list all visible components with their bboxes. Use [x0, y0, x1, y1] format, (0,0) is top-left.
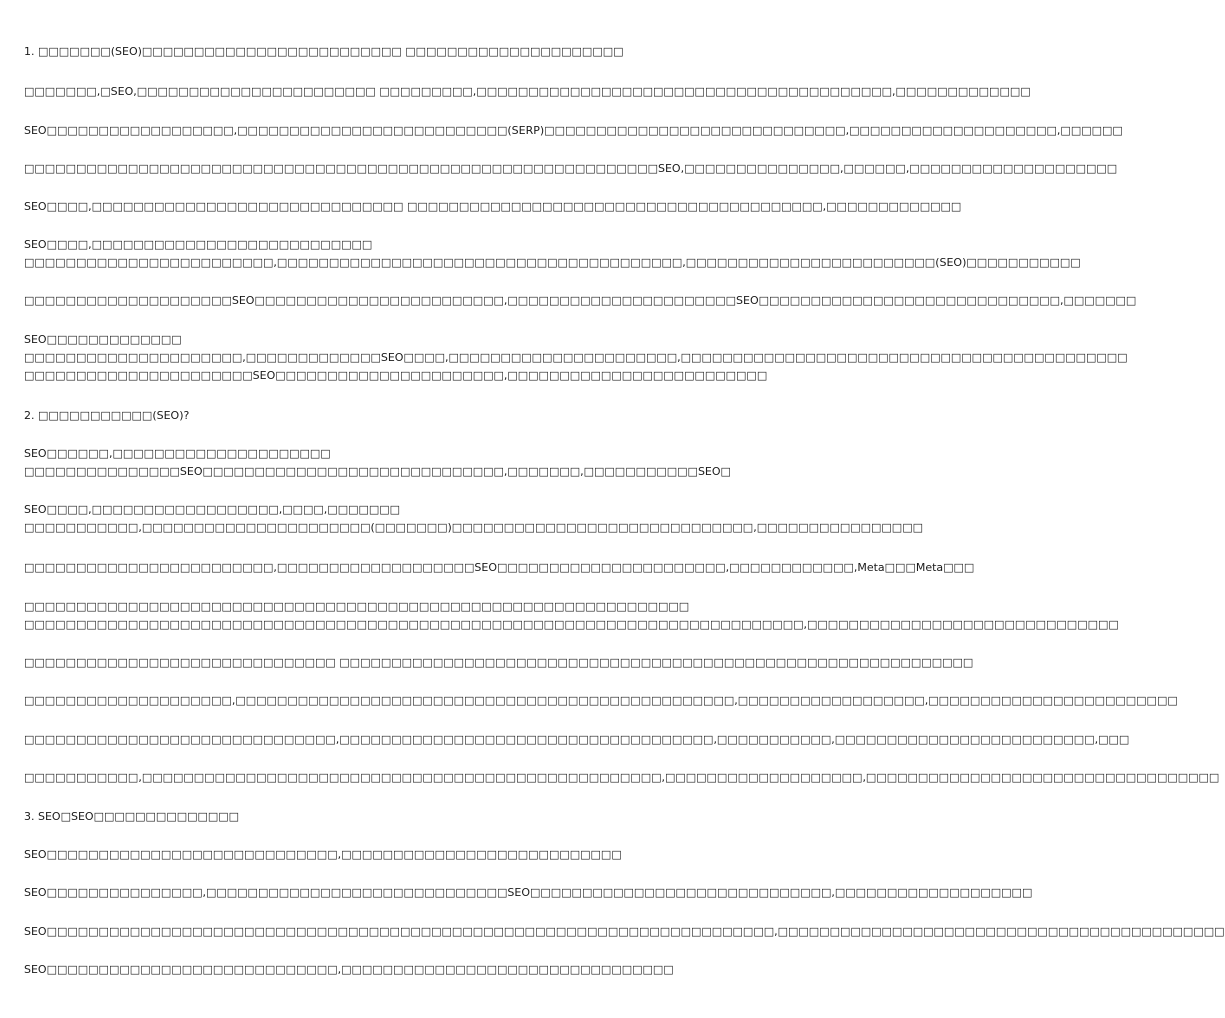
paragraph-line: □□□□□□□□□□□□□□□□□□□□□□□□,□□□□□□□□□□□□□□□□□□□□□□□□□□□□□□□□□□□□□□□,□□□□□□□□□□□□□□□□□□□□□□□□(SEO)□□□□□□□□□□□ — [24, 256, 1081, 269]
paragraph-line: □□□□□□□,□SEO,□□□□□□□□□□□□□□□□□□□□□□□ □□□□□□□□□,□□□□□□□□□□□□□□□□□□□□□□□□□□□□□□□□□□□□□□□□,□□□□□□□□□□□□□ — [24, 85, 1031, 98]
paragraph-line: □□□□□□□□□□□□□□□□□□□□□□□□□□□□□□□□□□□□□□□□□□□□□□□□□□□□□□□□□□□□□□□□ — [24, 600, 690, 613]
paragraph-line: □□□□□□□□□□□□□□□□□□□□□□□□□□□□□□,□□□□□□□□□□□□□□□□□□□□□□□□□□□□□□□□□□□□,□□□□□□□□□□□,□□□□□□□□□□□□□□□□□□□□□□□□□,□□□ — [24, 733, 1130, 746]
paragraph-line: SEO□□□□□□□□□□□□□□□□□□□□□□□□□□□□,□□□□□□□□□□□□□□□□□□□□□□□□□□□ — [24, 848, 622, 861]
paragraph-line: SEO□□□□,□□□□□□□□□□□□□□□□□□,□□□□,□□□□□□□ — [24, 503, 401, 516]
paragraph-line: □□□□□□□□□□□□□□□□□□□□□□SEO□□□□□□□□□□□□□□□□□□□□□□,□□□□□□□□□□□□□□□□□□□□□□□□□ — [24, 369, 768, 382]
paragraph-line: □□□□□□□□□□□□□□□□□□□□SEO□□□□□□□□□□□□□□□□□□□□□□□□,□□□□□□□□□□□□□□□□□□□□□□SEO□□□□□□□□□□□□□□□□□□□□□□□□□□□□□,□□□□□□□ — [24, 294, 1137, 307]
paragraph-line: SEO□□□□,□□□□□□□□□□□□□□□□□□□□□□□□□□□ — [24, 238, 373, 251]
paragraph-line: □□□□□□□□□□□,□□□□□□□□□□□□□□□□□□□□□□(□□□□□□□)□□□□□□□□□□□□□□□□□□□□□□□□□□□□□,□□□□□□□□□□□□□□□□ — [24, 521, 923, 534]
section-heading-1: 1. □□□□□□□(SEO)□□□□□□□□□□□□□□□□□□□□□□□□□ □□□□□□□□□□□□□□□□□□□□□ — [24, 45, 624, 58]
paragraph-line: SEO□□□□□□□□□□□□□□□□□□,□□□□□□□□□□□□□□□□□□□□□□□□□□(SERP)□□□□□□□□□□□□□□□□□□□□□□□□□□□□□,□□□□□□□□□□□□□□□□□□□□,□□□□□□ — [24, 124, 1123, 137]
paragraph-line: □□□□□□□□□□□□□□□□□□□□□□□□□□□□□□□□□□□□□□□□□□□□□□□□□□□□□□□□□□□□□□□□□□□□□□□□□□□,□□□□□□□□□□□□□□□□□□□□□□□□□□□□□□ — [24, 618, 1119, 631]
paragraph-line: □□□□□□□□□□□,□□□□□□□□□□□□□□□□□□□□□□□□□□□□□□□□□□□□□□□□□□□□□□□□□□,□□□□□□□□□□□□□□□□□□□,□□□□□□□□□□□□□□□□□□□□□□□□□□□□□□□□□□ — [24, 771, 1220, 784]
document-page — [24, 0, 1225, 1018]
paragraph-line: SEO□□□□□□□□□□□□□□□□□□□□□□□□□□□□□□□□□□□□□□□□□□□□□□□□□□□□□□□□□□□□□□□□□□□□□□,□□□□□□□□□□□□□□□□□□□□□□□□□□□□□□□□□□□□□□□□□□□ — [24, 925, 1225, 938]
paragraph-line: SEO□□□□,□□□□□□□□□□□□□□□□□□□□□□□□□□□□□□ □□□□□□□□□□□□□□□□□□□□□□□□□□□□□□□□□□□□□□□□,□□□□□□□□□□□□□ — [24, 200, 962, 213]
paragraph-line: □□□□□□□□□□□□□□□SEO□□□□□□□□□□□□□□□□□□□□□□□□□□□□□,□□□□□□□,□□□□□□□□□□□SEO□ — [24, 465, 731, 478]
paragraph-line: □□□□□□□□□□□□□□□□□□□□□□□□□□□□□□ □□□□□□□□□□□□□□□□□□□□□□□□□□□□□□□□□□□□□□□□□□□□□□□□□□□□□□□□□□□□□ — [24, 656, 974, 669]
section-heading-3: 3. SEO□SEO□□□□□□□□□□□□□□ — [24, 810, 240, 823]
paragraph-line: □□□□□□□□□□□□□□□□□□□□,□□□□□□□□□□□□□□□□□□□□□□□□□□□□□□□□□□□□□□□□□□□□□□□□,□□□□□□□□□□□□□□□□□□,□□□□□□□□□□□□□□□□□□□□□□□□ — [24, 694, 1178, 707]
paragraph-line: □□□□□□□□□□□□□□□□□□□□□□□□□□□□□□□□□□□□□□□□□□□□□□□□□□□□□□□□□□□□□SEO,□□□□□□□□□□□□□□□,□□□□□□,□□□□□□□□□□□□□□□□□□□□ — [24, 162, 1118, 175]
paragraph-line: SEO□□□□□□□□□□□□□□□,□□□□□□□□□□□□□□□□□□□□□□□□□□□□□SEO□□□□□□□□□□□□□□□□□□□□□□□□□□□□□,□□□□□□□□□□□□□□□□□□□ — [24, 886, 1033, 899]
paragraph-line: SEO□□□□□□,□□□□□□□□□□□□□□□□□□□□□ — [24, 447, 331, 460]
section-heading-2: 2. □□□□□□□□□□□(SEO)? — [24, 409, 190, 422]
paragraph-line: SEO□□□□□□□□□□□□□□□□□□□□□□□□□□□□,□□□□□□□□□□□□□□□□□□□□□□□□□□□□□□□□ — [24, 963, 674, 976]
paragraph-line: □□□□□□□□□□□□□□□□□□□□□,□□□□□□□□□□□□□SEO□□□□,□□□□□□□□□□□□□□□□□□□□□□,□□□□□□□□□□□□□□□□□□□□□□□□□□□□□□□□□□□□□□□□□□□ — [24, 351, 1128, 364]
paragraph-line: □□□□□□□□□□□□□□□□□□□□□□□□,□□□□□□□□□□□□□□□□□□□SEO□□□□□□□□□□□□□□□□□□□□□□,□□□□□□□□□□□□,Meta□□□Meta□□□ — [24, 561, 975, 574]
paragraph-line: SEO□□□□□□□□□□□□□ — [24, 333, 182, 346]
